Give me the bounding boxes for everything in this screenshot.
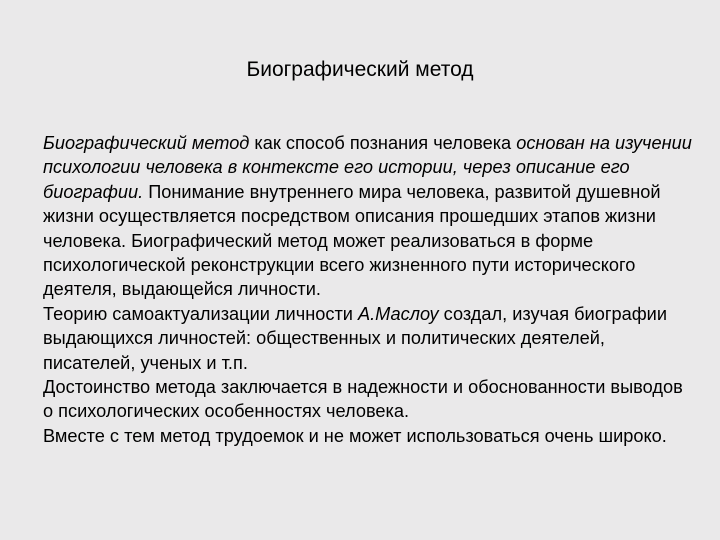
text-span: Теорию самоактуализации личности [43, 303, 358, 324]
text-span: как способ познания человека [249, 133, 517, 153]
paragraph-limitation [43, 424, 693, 448]
text-span: Достоинство метода заключается в надежности и обоснованности выводов о психологических особенностях человека. [43, 377, 683, 422]
slide-body [43, 131, 693, 448]
paragraph-advantage [43, 375, 693, 424]
slide-title: Биографический метод [246, 58, 474, 81]
text-span: Вместе с тем метод трудоемок и не может использоваться очень широко. [43, 425, 667, 446]
text-span: Понимание внутреннего мира человека, развитой душевной жизни осуществляется посредством описания прошедших этапов жизни человека. Биографический метод может реализоваться в форме психологической реконструкции всего жизненного пути исторического деятеля, выдающейся личности. [43, 181, 661, 300]
text-span: А.Маслоу [358, 303, 439, 324]
text-span: основан на изучении психологии человека в контексте его истории, через описание его биографии. [43, 133, 692, 202]
text-span: Биографический метод [43, 133, 250, 153]
paragraph-method-definition [43, 131, 693, 302]
text-span: создал, изучая биографии выдающихся личностей: общественных и политических деятелей, писателей, ученых и т.п. [43, 303, 667, 373]
paragraph-maslow [43, 302, 693, 375]
